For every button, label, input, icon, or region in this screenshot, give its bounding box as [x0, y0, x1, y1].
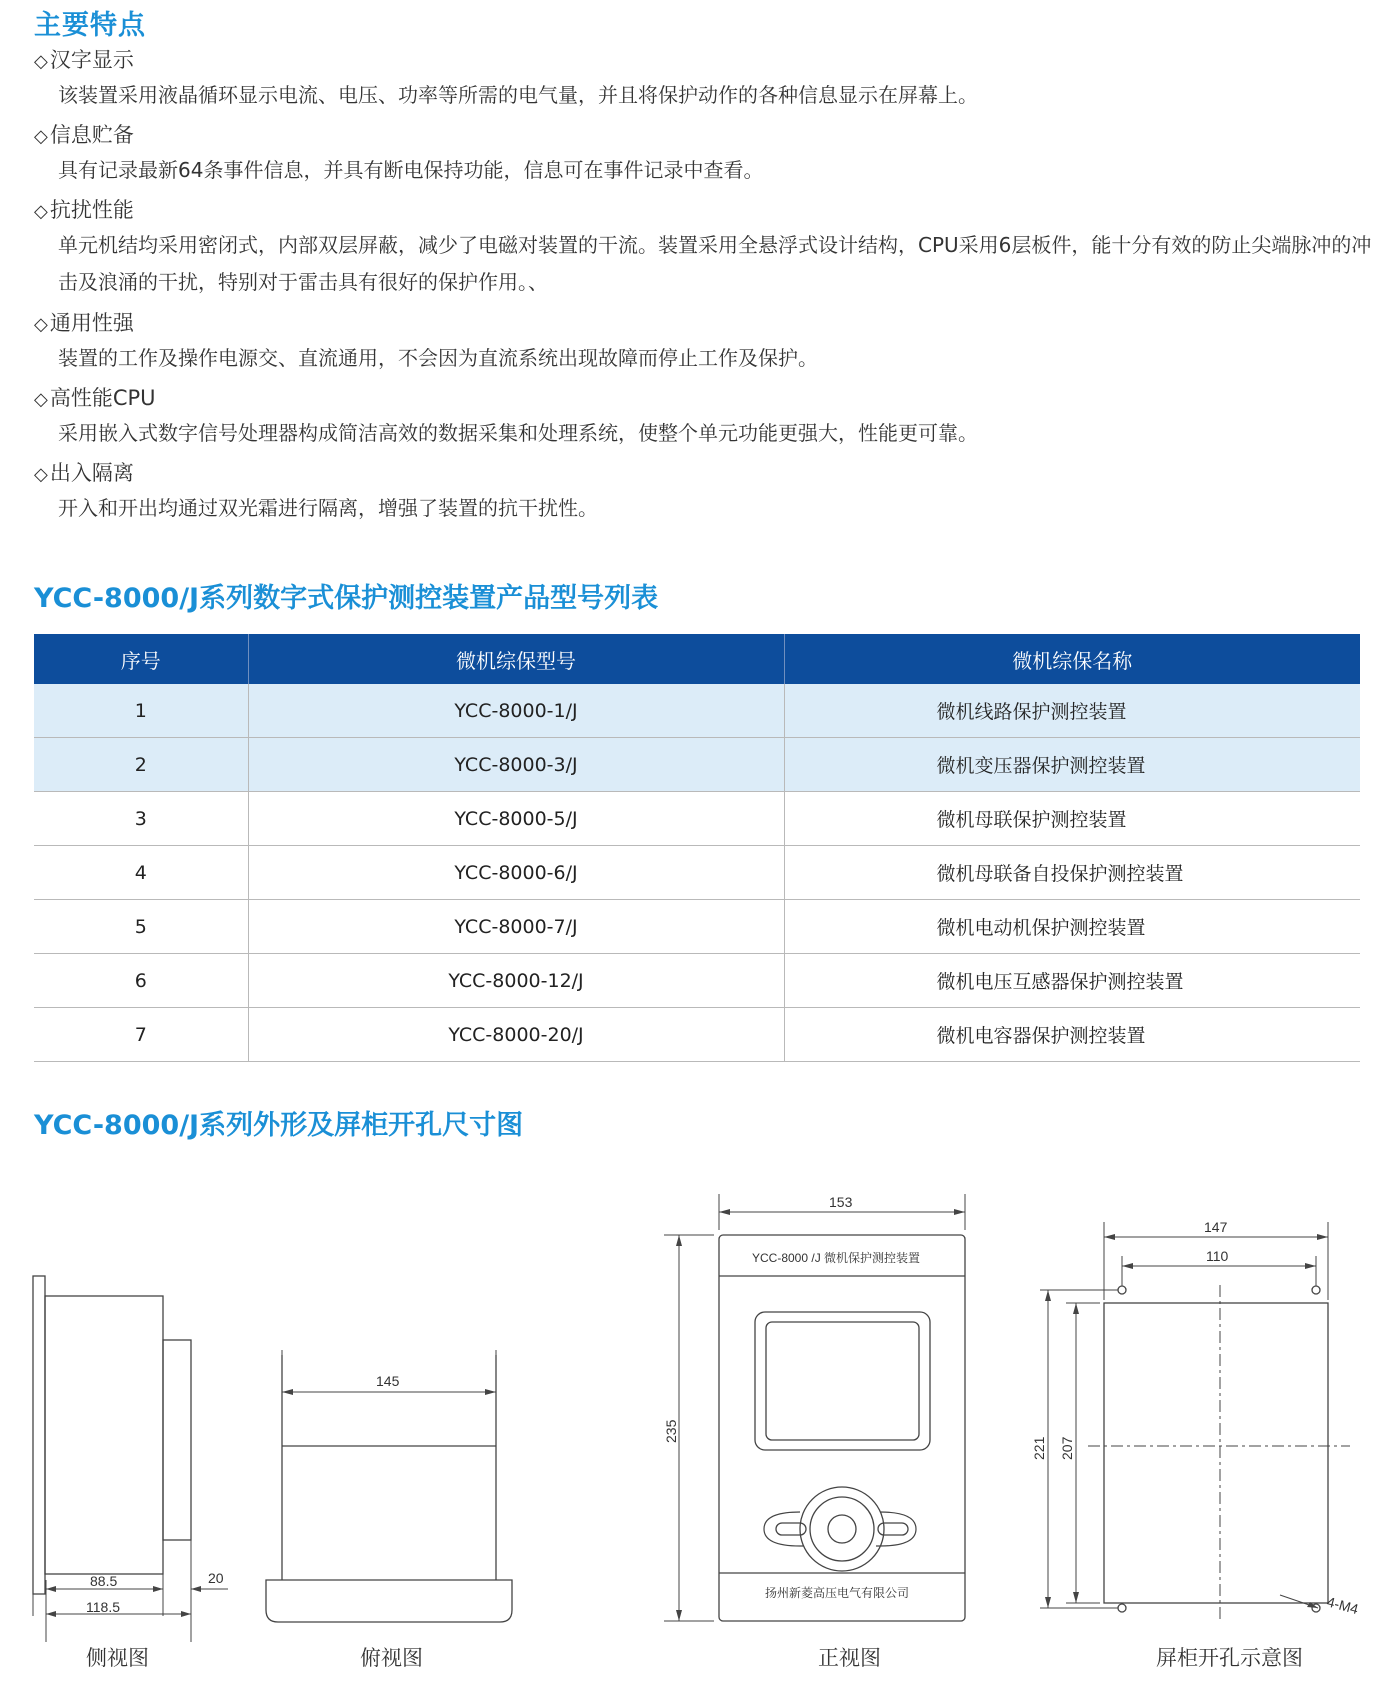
cell-index: 2: [34, 738, 248, 792]
feature-item: [34, 381, 1374, 452]
diamond-icon: ◇: [34, 464, 48, 485]
side-view-drawing: [33, 1276, 228, 1642]
top-view-caption: 俯视图: [360, 1646, 423, 1670]
table-row: [34, 1008, 1360, 1062]
diamond-icon: ◇: [34, 51, 48, 72]
cutout-drawing: [1031, 1219, 1360, 1620]
side-dim-inner: 88.5: [90, 1573, 118, 1589]
features-title: 主要特点: [34, 10, 146, 41]
cell-name: 微机母联备自投保护测控装置: [784, 846, 1360, 900]
table-row: [34, 900, 1360, 954]
cell-model: YCC-8000-20/J: [248, 1008, 784, 1062]
top-view-drawing: [266, 1350, 512, 1622]
table-row: [34, 684, 1360, 738]
side-dim-outer: 118.5: [86, 1599, 120, 1615]
cell-model: YCC-8000-6/J: [248, 846, 784, 900]
front-dim-height: 235: [663, 1419, 679, 1443]
cutout-dim-inner-w: 110: [1206, 1248, 1229, 1264]
feature-desc: 具有记录最新64条事件信息，并具有断电保持功能，信息可在事件记录中查看。: [58, 158, 764, 182]
cell-model: YCC-8000-5/J: [248, 792, 784, 846]
cell-index: 7: [34, 1008, 248, 1062]
feature-title: 抗扰性能: [49, 198, 134, 222]
cell-model: YCC-8000-3/J: [248, 738, 784, 792]
diamond-icon: ◇: [34, 314, 48, 335]
feature-title: 出入隔离: [49, 461, 134, 485]
model-table: [34, 634, 1360, 1062]
header-name: 微机综保名称: [784, 634, 1360, 684]
table-header-row: [34, 634, 1360, 684]
table-title: YCC-8000/J系列数字式保护测控装置产品型号列表: [34, 583, 659, 614]
feature-desc: 装置的工作及操作电源交、直流通用，不会因为直流系统出现故障而停止工作及保护。: [58, 346, 818, 370]
front-maker-label: 扬州新菱高压电气有限公司: [765, 1586, 910, 1600]
feature-desc: 开入和开出均通过双光霜进行隔离，增强了装置的抗干扰性。: [58, 496, 598, 520]
feature-title: 通用性强: [49, 311, 134, 335]
feature-item: [34, 193, 1374, 301]
header-index: 序号: [34, 634, 248, 684]
cell-index: 3: [34, 792, 248, 846]
cutout-dim-outer-h: 221: [1031, 1436, 1047, 1460]
cutout-dim-outer-w: 147: [1204, 1219, 1228, 1235]
cell-model: YCC-8000-12/J: [248, 954, 784, 1008]
side-view-caption: 侧视图: [86, 1646, 149, 1670]
cell-name: 微机线路保护测控装置: [784, 684, 1360, 738]
cell-index: 1: [34, 684, 248, 738]
top-dim-width: 145: [376, 1373, 400, 1389]
table-row: [34, 792, 1360, 846]
cutout-caption: 屏柜开孔示意图: [1156, 1646, 1303, 1670]
feature-title: 汉字显示: [49, 48, 134, 72]
table-row: [34, 738, 1360, 792]
front-panel-label: YCC-8000 /J 微机保护测控装置: [752, 1251, 921, 1265]
cell-model: YCC-8000-7/J: [248, 900, 784, 954]
drawing-title: YCC-8000/J系列外形及屏柜开孔尺寸图: [34, 1110, 524, 1141]
feature-item: [34, 306, 1374, 377]
cell-index: 6: [34, 954, 248, 1008]
feature-desc: 采用嵌入式数字信号处理器构成简洁高效的数据采集和处理系统，使整个单元功能更强大，性能更可靠。: [58, 421, 978, 445]
cell-name: 微机母联保护测控装置: [784, 792, 1360, 846]
feature-item: [34, 43, 1374, 114]
dimension-drawings: [0, 1160, 1400, 1660]
feature-item: [34, 118, 1374, 189]
cell-name: 微机变压器保护测控装置: [784, 738, 1360, 792]
front-view-caption: 正视图: [818, 1646, 881, 1670]
feature-title: 高性能CPU: [49, 386, 156, 410]
cell-name: 微机电压互感器保护测控装置: [784, 954, 1360, 1008]
front-dim-width: 153: [829, 1194, 853, 1210]
feature-item: [34, 456, 1374, 527]
feature-desc: 该装置采用液晶循环显示电流、电压、功率等所需的电气量，并且将保护动作的各种信息显示在屏幕上。: [58, 83, 978, 107]
side-dim-depth: 20: [208, 1570, 224, 1586]
diamond-icon: ◇: [34, 201, 48, 222]
cutout-dim-inner-h: 207: [1059, 1436, 1075, 1460]
header-model: 微机综保型号: [248, 634, 784, 684]
cell-name: 微机电动机保护测控装置: [784, 900, 1360, 954]
table-row: [34, 846, 1360, 900]
cell-model: YCC-8000-1/J: [248, 684, 784, 738]
cell-index: 5: [34, 900, 248, 954]
cutout-holes-label: 4-M4: [1325, 1593, 1361, 1618]
diamond-icon: ◇: [34, 126, 48, 147]
feature-title: 信息贮备: [49, 123, 134, 147]
feature-desc: 单元机结均采用密闭式，内部双层屏蔽，减少了电磁对装置的干流。装置采用全悬浮式设计结构，CPU采用6层板件，能十分有效的防止尖端脉冲的冲击及浪涌的干扰，特别对于雷击具有很好的保护作用。、: [58, 233, 1372, 294]
cell-name: 微机电容器保护测控装置: [784, 1008, 1360, 1062]
diamond-icon: ◇: [34, 389, 48, 410]
cell-index: 4: [34, 846, 248, 900]
table-row: [34, 954, 1360, 1008]
front-view-drawing: [663, 1194, 965, 1621]
